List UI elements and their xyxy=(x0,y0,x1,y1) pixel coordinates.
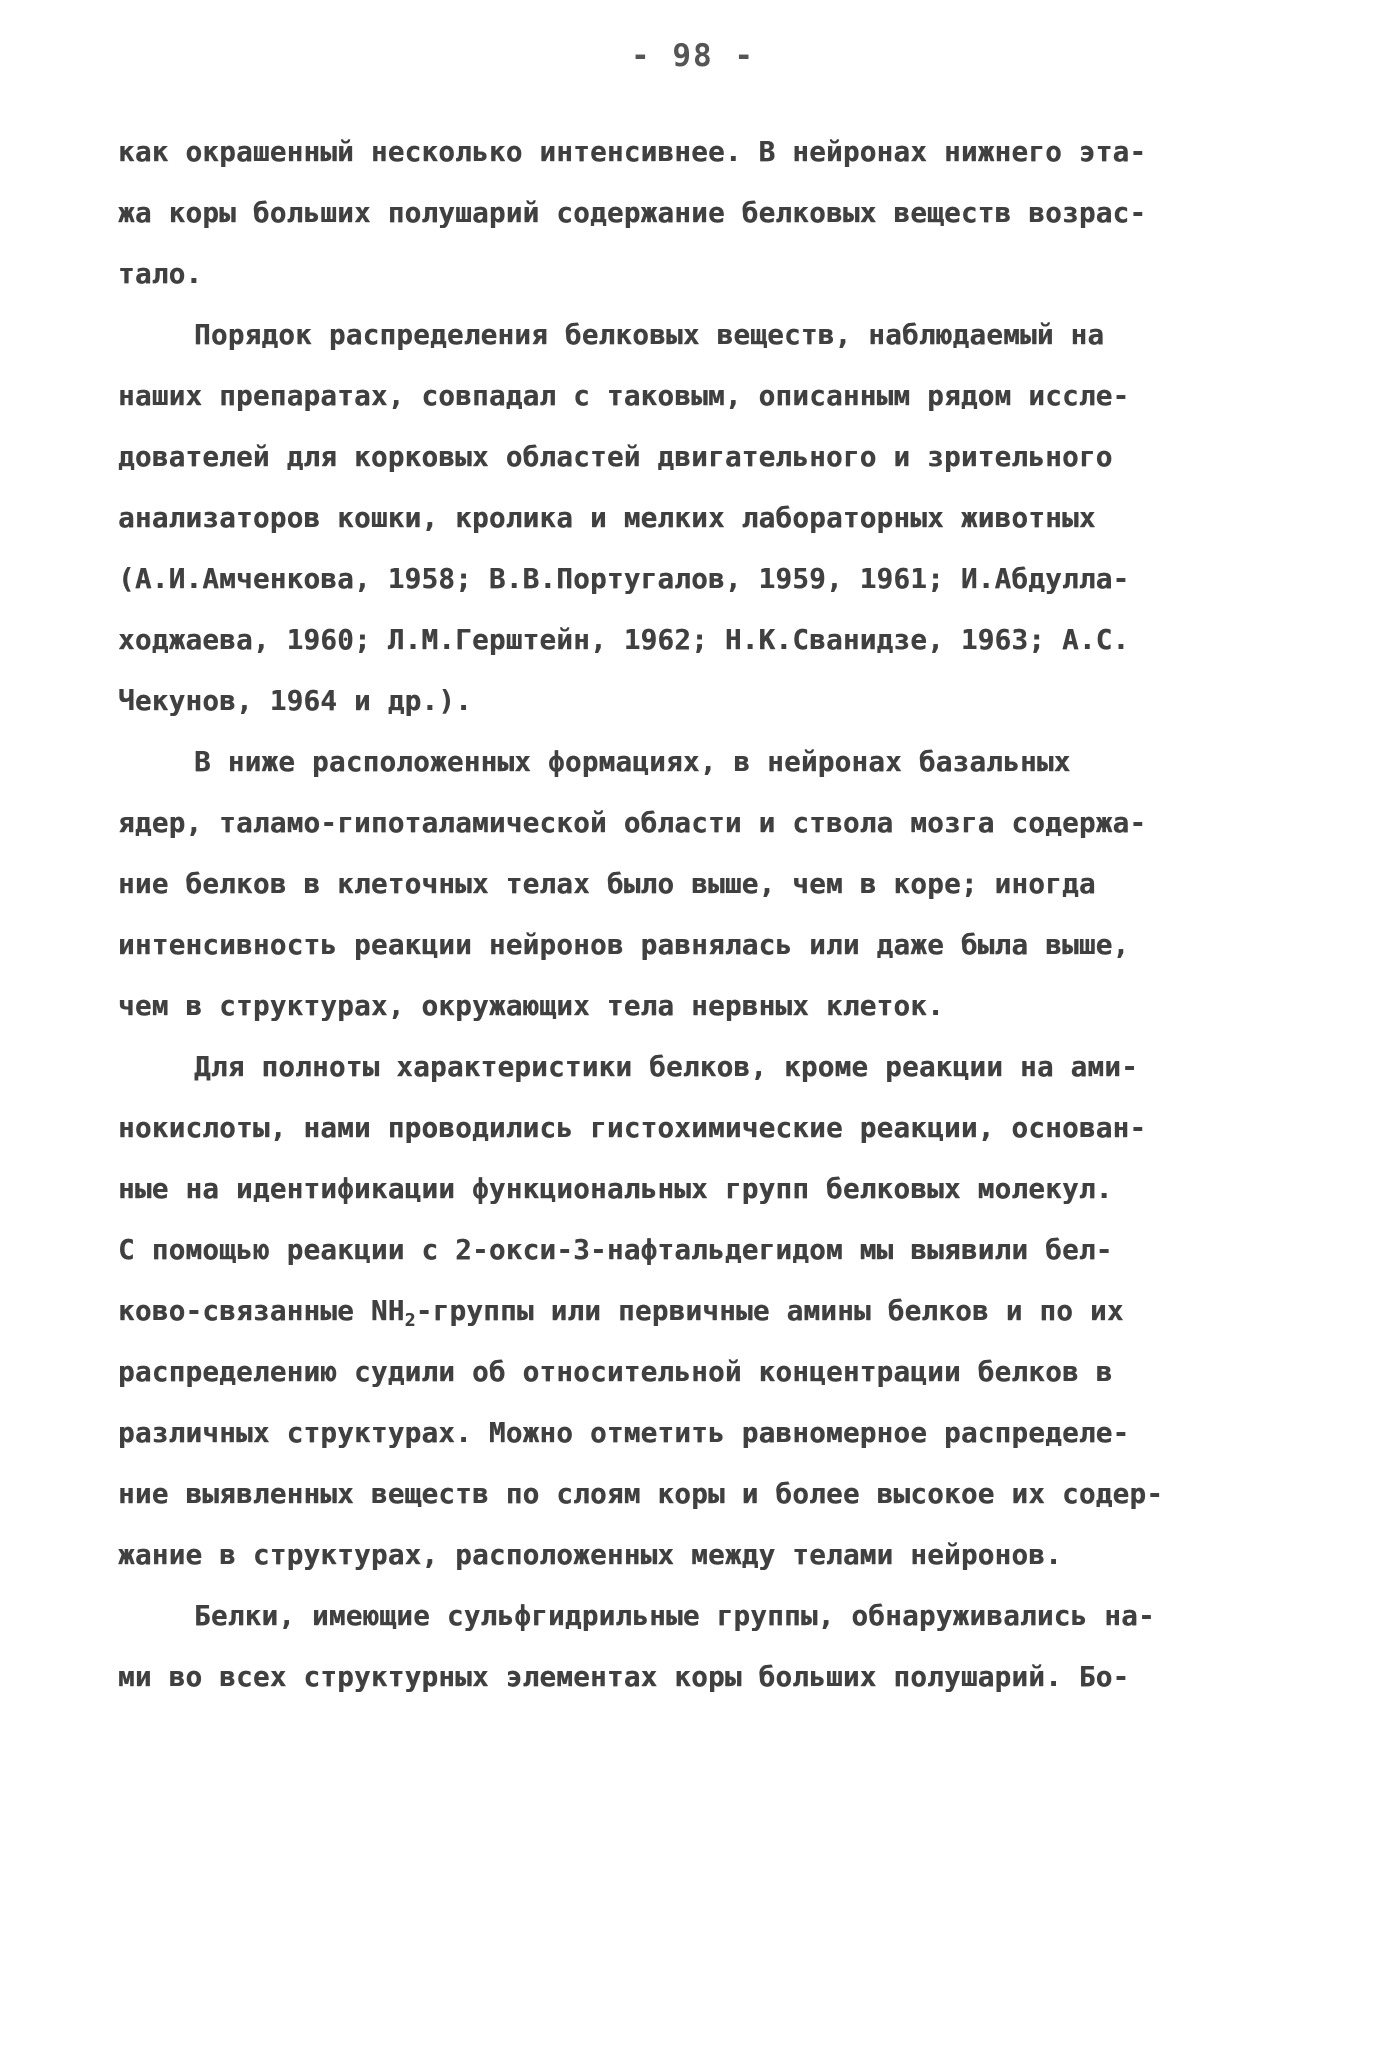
formula-symbol: NH xyxy=(370,1295,405,1327)
body-text xyxy=(118,122,1268,1708)
text-line: ние белков в клеточных телах было выше, чем в коре; иногда xyxy=(118,868,1096,900)
chemical-formula xyxy=(370,1295,416,1331)
text-line: тало. xyxy=(118,258,203,290)
text-line: анализаторов кошки, кролика и мелких лабораторных животных xyxy=(118,502,1096,534)
paragraph-start-line: В ниже расположенных формациях, в нейронах базальных xyxy=(194,746,1071,778)
paragraph-start-line: Порядок распределения белковых веществ, наблюдаемый на xyxy=(194,319,1105,351)
text-line: ядер, таламо-гипоталамической области и ствола мозга содержа- xyxy=(118,807,1147,839)
text-line: интенсивность реакции нейронов равнялась или даже была выше, xyxy=(118,929,1130,961)
citation-line: ходжаева, 1960; Л.М.Герштейн, 1962; Н.К.Сванидзе, 1963; А.С. xyxy=(118,624,1130,656)
text-line: жание в структурах, расположенных между телами нейронов. xyxy=(118,1539,1062,1571)
text-line: как окрашенный несколько интенсивнее. В нейронах нижнего эта- xyxy=(118,136,1147,168)
citation-line: (А.И.Амченкова, 1958; В.В.Португалов, 1959, 1961; И.Абдулла- xyxy=(118,563,1130,595)
formula-subscript: 2 xyxy=(404,1310,416,1331)
paragraph-start-line: Белки, имеющие сульфгидрильные группы, обнаруживались на- xyxy=(194,1600,1155,1632)
text-line: дователей для корковых областей двигательного и зрительного xyxy=(118,441,1113,473)
formula-line xyxy=(118,1281,1268,1342)
text-line: жа коры больших полушарий содержание белковых веществ возрас- xyxy=(118,197,1147,229)
citation-line: Чекунов, 1964 и др.). xyxy=(118,685,472,717)
text-line: распределению судили об относительной концентрации белков в xyxy=(118,1356,1113,1388)
text-line: ми во всех структурных элементах коры больших полушарий. Бо- xyxy=(118,1661,1130,1693)
text-line: С помощью реакции с 2-окси-3-нафтальдегидом мы выявили бел- xyxy=(118,1234,1113,1266)
text-line: различных структурах. Можно отметить равномерное распределе- xyxy=(118,1417,1130,1449)
formula-line-prefix: ково-связанные xyxy=(118,1295,371,1327)
text-line: ные на идентификации функциональных групп белковых молекул. xyxy=(118,1173,1113,1205)
page-number: - 98 - xyxy=(631,38,755,74)
paragraph-start-line: Для полноты характеристики белков, кроме реакции на ами- xyxy=(194,1051,1138,1083)
text-line: нокислоты, нами проводились гистохимические реакции, основан- xyxy=(118,1112,1147,1144)
text-line: чем в структурах, окружающих тела нервных клеток. xyxy=(118,990,944,1022)
formula-line-suffix: -группы или первичные амины белков и по их xyxy=(415,1295,1124,1327)
text-line: наших препаратах, совпадал с таковым, описанным рядом иссле- xyxy=(118,380,1130,412)
text-line: ние выявленных веществ по слоям коры и более высокое их содер- xyxy=(118,1478,1164,1510)
